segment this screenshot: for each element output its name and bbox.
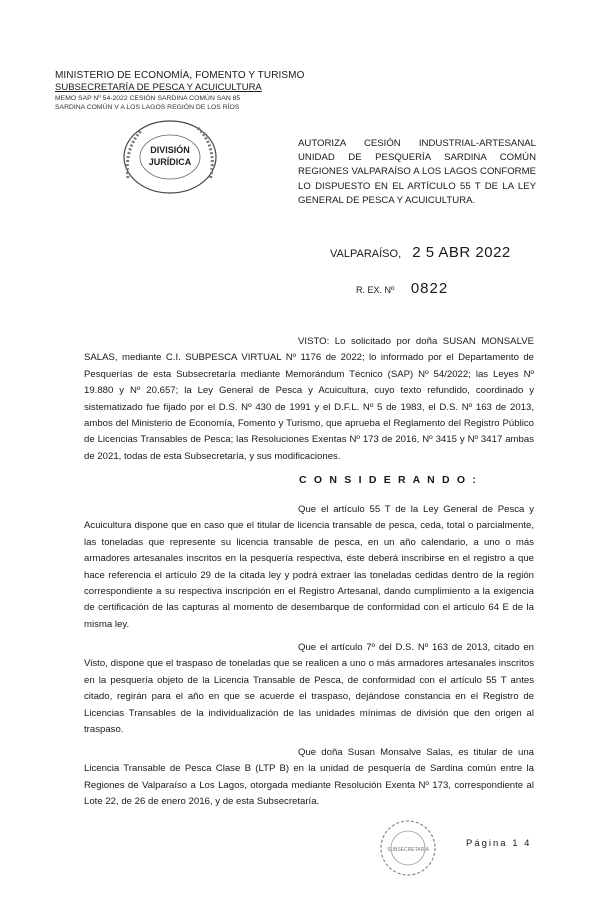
visto-text: Lo solicitado por doña SUSAN MONSALVE SALAS, mediante C.I. SUBPESCA VIRTUAL Nº 1176 de 2022; lo informado por el Departamento de Pesquerías de esta Subsecretaría mediante Memorándum Técnico (SAP) Nº 54/2022; las Leyes Nº 19.880 y Nº 20.657; la Ley General de Pesca y Acuicultura, cuyo texto refundido, coordinado y sistematizado fue fijado por el D.S. Nº 430 de 1991 y el D.F.L. Nº 5 de 1983, el D.S. Nº 163 de 2013, ambos del Ministerio de Economía, Fomento y Turismo, que aprueba el Reglamento del Registro Público de Licencias Transables de Pesca; las Resoluciones Exentas Nº 173 de 2016, Nº 3415 y Nº 3417 ambas de 2021, todas de esta Subsecretaría, y sus modificaciones. bbox=[84, 336, 534, 462]
rex-number: 0822 bbox=[410, 280, 449, 297]
page-number: Página 1 4 bbox=[466, 838, 532, 849]
considerando-paragraph-3: Que doña Susan Monsalve Salas, es titular de una Licencia Transable de Pesca Clase B (LTP B) en la unidad de pesquería de Sardina común entre la Regiones de Valparaíso a Los Lagos, otorgada mediante Resolución Exenta Nº 173, correspondiente al Lote 22, de 26 de enero 2016, y de esta Subsecretaría. bbox=[84, 747, 534, 808]
resolution-number bbox=[356, 280, 448, 297]
seal-text: SUBSECRETARÍA bbox=[387, 847, 429, 853]
resolution-title: AUTORIZA CESIÓN INDUSTRIAL-ARTESANAL UNIDAD DE PESQUERÍA SARDINA COMÚN REGIONES VALPARAÍSO A LOS LAGOS CONFORME LO DISPUESTO EN EL ARTÍCULO 55 T DE LA LEY GENERAL DE PESCA Y ACUICULTURA. bbox=[298, 138, 536, 206]
considerando-paragraph-2: Que el artículo 7º del D.S. Nº 163 de 2013, citado en Visto, dispone que el traspaso de toneladas que se realicen a uno o más armadores artesanales inscritos en la pesquería objeto de la Licencia Transable de Pesca, de conformidad con el artículo 55 T antes citado, regirán para el año en que se acuerde el traspaso, dejándose constancia en el Registro de Licencias Transables de la individualización de las unidades mínimas de división que den origen al traspaso. bbox=[84, 642, 534, 736]
stamp-line1: DIVISIÓN bbox=[150, 145, 190, 155]
place: VALPARAÍSO, bbox=[330, 248, 402, 260]
visto-paragraph bbox=[84, 334, 534, 465]
considerando-paragraph-1: Que el artículo 55 T de la Ley General de Pesca y Acuicultura dispone que en caso que el titular de licencia transable de pesca, ceda, total o parcialmente, las toneladas que represente su licencia transable de pesca, en un año calendario, a uno o más armadores artesanales inscritos en la pesquería respectiva, éste deberá inscribirse en el registro a que hace referencia el artículo 29 de la citada ley y podrá extraer las toneladas cedidas dentro de la región correspondiente a su respectiva inscripción en el Registro Artesanal, dando cumplimiento a la exigencia de certificación de las capturas al momento de desembarque de conformidad con el artículo 64 E de la misma ley. bbox=[84, 504, 534, 630]
subsecretaria-name: SUBSECRETARÍA DE PESCA Y ACUICULTURA bbox=[55, 82, 262, 93]
subsecretaria-seal bbox=[378, 818, 438, 878]
considerando-heading: C O N S I D E R A N D O : bbox=[299, 474, 479, 486]
visto-label: VISTO: bbox=[298, 336, 330, 347]
division-juridica-stamp bbox=[120, 118, 220, 196]
rex-label: R. EX. Nº bbox=[356, 285, 395, 295]
date-stamp: 2 5 ABR 2022 bbox=[412, 244, 511, 261]
memo-reference-2: SARDINA COMÚN V A LOS LAGOS REGIÓN DE LOS RÍOS bbox=[55, 104, 240, 111]
memo-reference: MEMO SAP Nº 54-2022 CESIÓN SARDINA COMÚN SAN 85 bbox=[55, 95, 241, 102]
place-date bbox=[330, 244, 511, 261]
letterhead bbox=[55, 70, 315, 112]
stamp-line2: JURÍDICA bbox=[148, 157, 192, 167]
ministry-name: MINISTERIO DE ECONOMÍA, FOMENTO Y TURISMO bbox=[55, 70, 305, 81]
